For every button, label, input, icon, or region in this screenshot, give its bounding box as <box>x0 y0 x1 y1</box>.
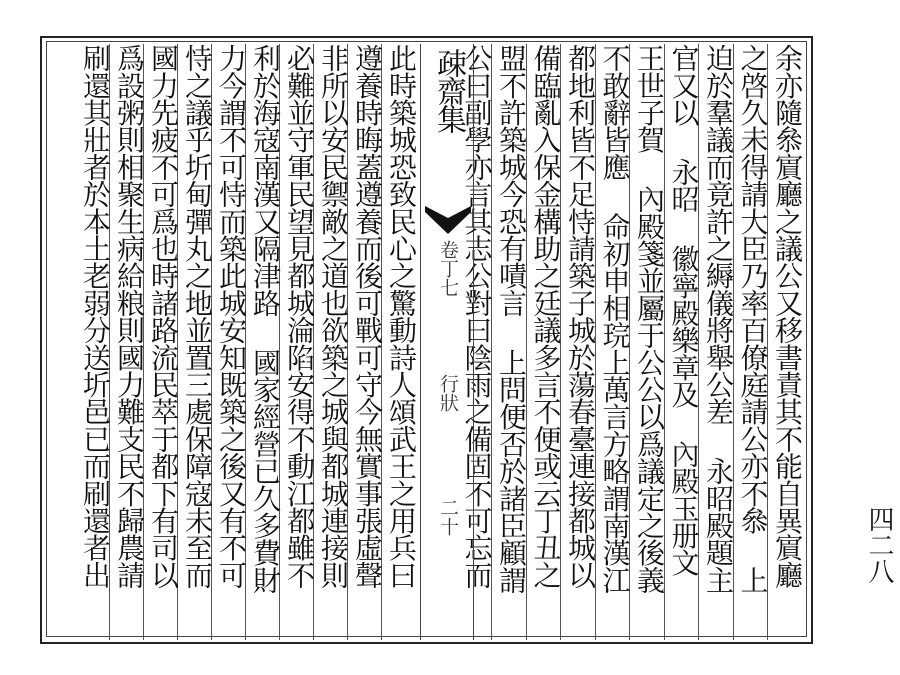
text-column <box>112 44 146 640</box>
text-column <box>214 44 248 640</box>
column-text: 恃之議乎圻甸彈丸之地並置三處保障寇未至而 <box>181 44 214 589</box>
section-label: 行狀 <box>437 374 459 412</box>
text-column <box>316 44 350 640</box>
text-column <box>248 44 282 640</box>
column-text: 非所以安民禦敵之道也欲築之城與都城連接則 <box>317 44 350 589</box>
column-text: 不敢辭皆應 命初申相琓上萬言方略謂南漢江 <box>598 44 632 594</box>
column-text: 官又以 永昭 徽寧殿樂章及 內殿玉册文 <box>667 44 701 576</box>
column-text: 遵養時晦蓋遵養而後可戰可守今無實事張虛聲 <box>351 44 384 589</box>
column-text: 爲設粥則相聚生病給粮則國力難支民不歸農請 <box>113 44 146 589</box>
column-text: 國力先疲不可爲也時諸路流民萃于都下有司以 <box>147 44 180 589</box>
column-text: 王世子賀 內殿箋並屬于公公以爲議定之後義 <box>633 44 666 594</box>
column-text: 之啓久未得請大臣乃率百僚庭請公亦不叅 上 <box>736 44 770 594</box>
text-column <box>563 44 597 640</box>
column-text: 余亦隨叅賔廳之議公又移書責其不能自異賔廳 <box>771 44 804 589</box>
text-column <box>632 44 666 640</box>
column-text: 力今謂不可恃而築此城安知既築之後又有不可 <box>215 44 248 589</box>
text-column <box>180 44 214 640</box>
column-text: 此時築城恐致民心之驚動詩人頌武王之用兵曰 <box>385 44 418 589</box>
text-column <box>282 44 316 640</box>
volume-label: 卷丁七 <box>437 240 459 297</box>
text-column <box>494 44 528 640</box>
column-text: 必難並守軍民望見都城淪陷安得不動江都雖不 <box>283 44 316 589</box>
column-text: 盟不許築城今恐有嘖言 上問便否於諸臣顧謂 <box>495 44 528 594</box>
column-text: 備臨亂入保金構助之廷議多言不便或云丁丑之 <box>529 44 563 589</box>
text-column <box>770 44 804 640</box>
column-text: 公曰副學亦言其志公對曰陰雨之備固不可忘而 <box>460 44 494 589</box>
page-number: 四二八 <box>864 506 894 584</box>
text-column <box>701 44 735 640</box>
text-column <box>384 44 418 640</box>
fish-tail-ornament-icon <box>425 206 471 234</box>
text-column <box>78 44 112 640</box>
text-column <box>350 44 384 640</box>
column-text: 利於海寇南漢又隔津路 國家經營已久多費財 <box>249 44 282 594</box>
text-column <box>667 44 701 640</box>
text-column <box>598 44 632 640</box>
leaf-number: 二十 <box>437 498 459 536</box>
text-column <box>736 44 770 640</box>
column-text: 迫於羣議而竟許之縟儀將舉公差 永昭殿題主 <box>702 44 735 594</box>
text-column <box>529 44 563 640</box>
column-text: 刷還其壯者於本土老弱分送圻邑已而刷還者出 <box>79 44 112 589</box>
book-title: 疎齋集 <box>431 48 466 132</box>
text-column <box>146 44 180 640</box>
column-text: 都地利皆不足恃請築子城於蕩春臺連接都城以 <box>564 44 597 589</box>
center-fold-column <box>420 44 474 640</box>
